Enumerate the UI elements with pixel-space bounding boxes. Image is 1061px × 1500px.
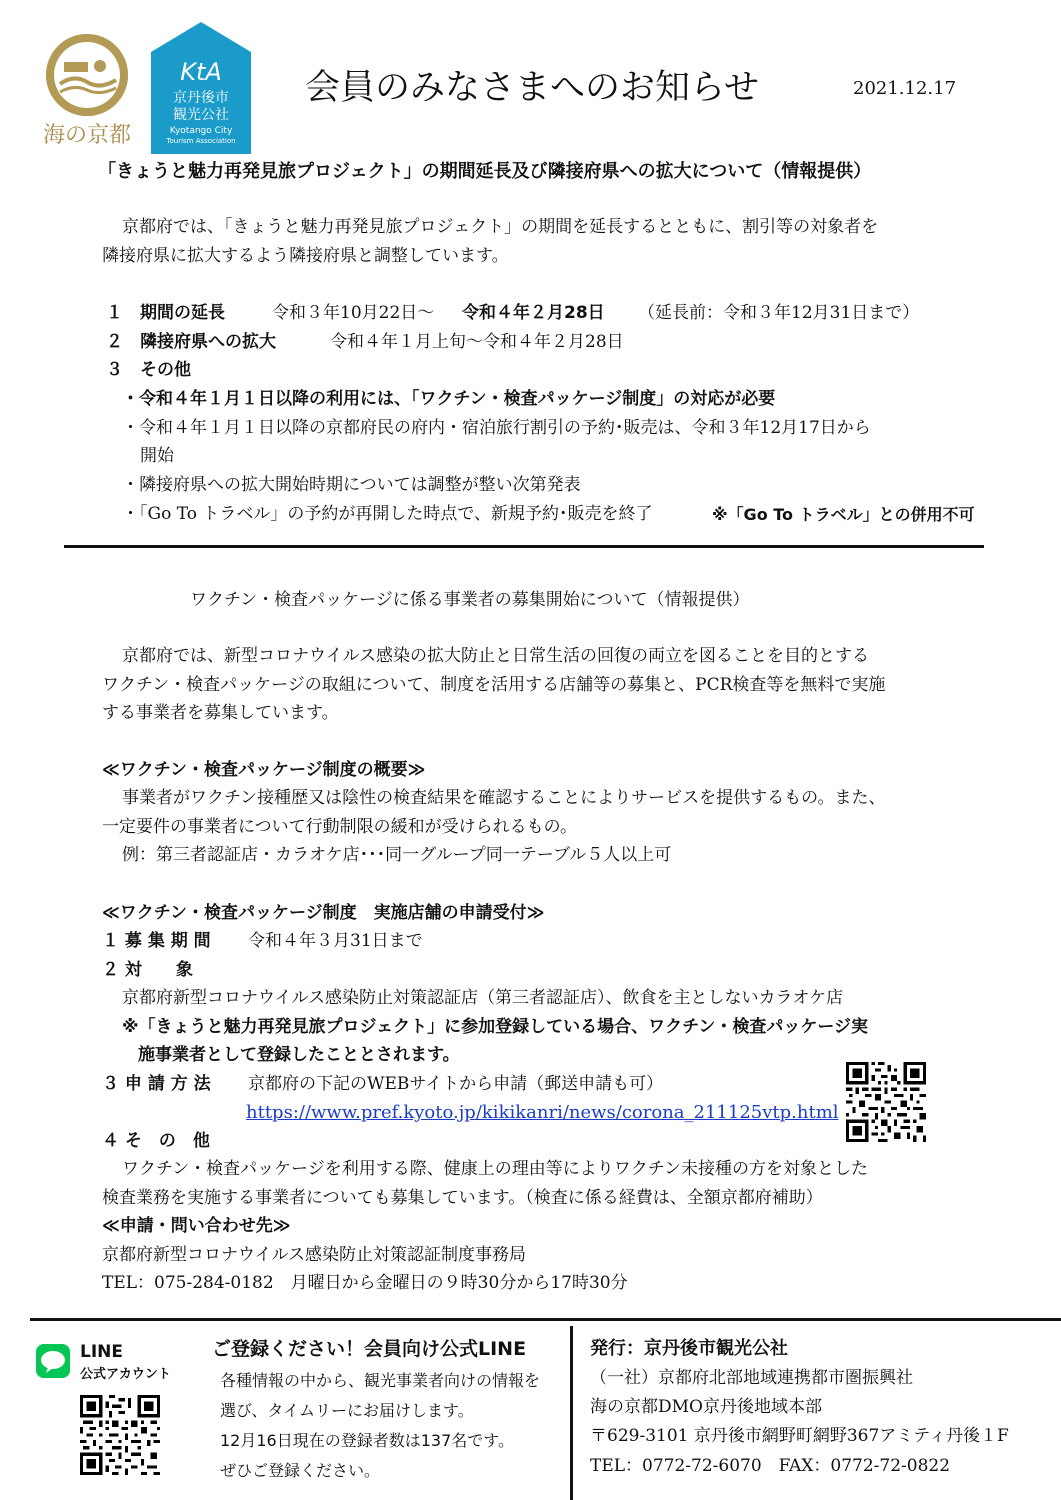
- line-brand-text: LINE: [80, 1342, 123, 1362]
- overview-heading: ≪ワクチン・検査パッケージ制度の概要≫: [102, 760, 426, 780]
- section1-bullet2-line1: ・令和４年１月１日以降の京都府民の府内・宿泊旅行割引の予約･販売は、令和３年12月17日から: [122, 418, 871, 438]
- document-date: 2021.12.17: [853, 78, 957, 99]
- apply-heading: ≪ワクチン・検査パッケージ制度 実施店舗の申請受付≫: [102, 903, 545, 923]
- section1-bullet4-b: ※「Go To トラベル」との併用不可: [712, 505, 975, 524]
- section1-heading: 「きょうと魅力再発見旅プロジェクト」の期間延長及び隣接府県への拡大について（情報提供）: [98, 161, 872, 182]
- contact-org: 京都府新型コロナウイルス感染防止対策認証制度事務局: [102, 1245, 526, 1265]
- apply3-label: ３ 申 請 方 法: [102, 1074, 211, 1094]
- apply3-url-link[interactable]: https://www.pref.kyoto.jp/kikikanri/news/corona_211125vtp.html: [246, 1102, 839, 1123]
- apply1-text: 令和４年３月31日まで: [248, 931, 423, 951]
- section-divider: [64, 545, 984, 548]
- publisher-line2: 海の京都DMO京丹後地域本部: [590, 1397, 822, 1417]
- apply2-text: 京都府新型コロナウイルス感染防止対策認証店（第三者認証店）、飲食を主としないカラオケ店: [122, 988, 844, 1008]
- line-text4: ぜひご登録ください。: [220, 1461, 381, 1480]
- section1-item1-text-b: 令和４年２月28日: [462, 303, 605, 323]
- umi-no-kyoto-logo-icon: [46, 34, 128, 116]
- contact-tel: TEL：075-284-0182 月曜日から金曜日の９時30分から17時30分: [102, 1273, 628, 1293]
- section1-item1-text-a: 令和３年10月22日〜: [272, 303, 435, 323]
- apply4-label: ４ そ の 他: [102, 1131, 210, 1151]
- overview-line3: 例：第三者認証店・カラオケ店･･･同一グループ同一テーブル５人以上可: [122, 845, 672, 865]
- section1-item1-text-c: （延長前：令和３年12月31日まで）: [638, 303, 920, 323]
- section2-intro-line1: 京都府では、新型コロナウイルス感染の拡大防止と日常生活の回復の両立を図ることを目的とする: [122, 646, 869, 666]
- apply2-label: ２ 対 象: [102, 960, 193, 980]
- overview-line1: 事業者がワクチン接種歴又は陰性の検査結果を確認することによりサービスを提供するもの。また、: [122, 788, 886, 808]
- publisher-line4: TEL：0772-72-6070 FAX：0772-72-0822: [590, 1456, 951, 1476]
- logo-kta-en-line2: Tourism Association: [166, 137, 236, 145]
- line-text2: 選び、タイムリーにお届けします。: [220, 1401, 474, 1420]
- apply4-line1: ワクチン・検査パッケージを利用する際、健康上の理由等によりワクチン未接種の方を対象とした: [122, 1159, 868, 1179]
- footer-divider: [30, 1318, 1061, 1321]
- section1-bullet2-line2: 開始: [140, 446, 174, 466]
- publisher-heading: 発行：京丹後市観光公社: [590, 1338, 788, 1359]
- overview-line2: 一定要件の事業者について行動制限の緩和が受けられるもの。: [102, 817, 577, 837]
- section1-intro-line2: 隣接府県に拡大するよう隣接府県と調整しています。: [102, 246, 509, 266]
- section1-bullet3: ・隣接府県への拡大開始時期については調整が整い次第発表: [122, 475, 581, 495]
- kyotango-tourism-logo: [151, 22, 251, 154]
- document-title: 会員のみなさまへのお知らせ: [305, 68, 759, 108]
- section2-intro-line3: する事業者を募集しています。: [102, 703, 339, 723]
- logo-kta-name-line1: 京丹後市: [173, 90, 229, 106]
- section1-bullet1: ・令和４年１月１日以降の利用には、「ワクチン・検査パッケージ制度」の対応が必要: [122, 389, 776, 409]
- section1-item3-label: ３ その他: [106, 360, 191, 380]
- apply2-note-line1: ※「きょうと魅力再発見旅プロジェクト」に参加登録している場合、ワクチン・検査パッケージ実: [122, 1017, 868, 1037]
- apply1-label: １ 募 集 期 間: [102, 931, 211, 951]
- section1-item2-text: 令和４年１月上旬〜令和４年２月28日: [330, 332, 624, 352]
- section1-item2-label: ２ 隣接府県への拡大: [106, 332, 276, 352]
- apply-qr-code-icon: [846, 1062, 926, 1142]
- line-official-text: 公式アカウント: [80, 1367, 171, 1382]
- apply2-note-line2: 施事業者として登録したこととされます。: [138, 1045, 460, 1065]
- footer-vertical-divider: [570, 1326, 573, 1500]
- publisher-line1: （一社）京都府北部地域連携都市圏振興社: [590, 1368, 913, 1388]
- apply4-line2: 検査業務を実施する事業者についても募集しています。（検査に係る経費は、全額京都府補助）: [102, 1188, 823, 1208]
- logo-kta-name-line2: 観光公社: [173, 107, 229, 123]
- section1-item1-label: １ 期間の延長: [106, 303, 225, 323]
- line-text3: 12月16日現在の登録者数は137名です。: [220, 1431, 514, 1450]
- contact-heading: ≪申請・問い合わせ先≫: [102, 1216, 291, 1236]
- section1-bullet4-a: ・「Go To トラベル」の予約が再開した時点で、新規予約･販売を終了: [122, 504, 653, 524]
- publisher-line3: 〒629-3101 京丹後市網野町網野367アミティ丹後１F: [590, 1426, 1009, 1446]
- apply3-text: 京都府の下記のWEBサイトから申請（郵送申請も可）: [248, 1074, 664, 1094]
- line-text1: 各種情報の中から、観光事業者向けの情報を: [220, 1371, 541, 1390]
- section2-intro-line2: ワクチン・検査パッケージの取組について、制度を活用する店舗等の募集と、PCR検査等を無料で実施: [102, 675, 886, 695]
- svg-text:KtA: KtA: [180, 58, 222, 86]
- umi-no-kyoto-logo-text: 海の京都: [42, 123, 131, 148]
- section2-heading: ワクチン・検査パッケージに係る事業者の募集開始について（情報提供）: [190, 590, 750, 610]
- line-logo-icon: [36, 1344, 70, 1378]
- section1-intro-line1: 京都府では、「きょうと魅力再発見旅プロジェクト」の期間を延長するとともに、割引等の対象者を: [122, 217, 879, 237]
- line-heading: ご登録ください！会員向け公式LINE: [212, 1338, 527, 1360]
- line-qr-code-icon: [80, 1395, 160, 1475]
- logo-kta-en-line1: Kyotango City: [169, 126, 233, 136]
